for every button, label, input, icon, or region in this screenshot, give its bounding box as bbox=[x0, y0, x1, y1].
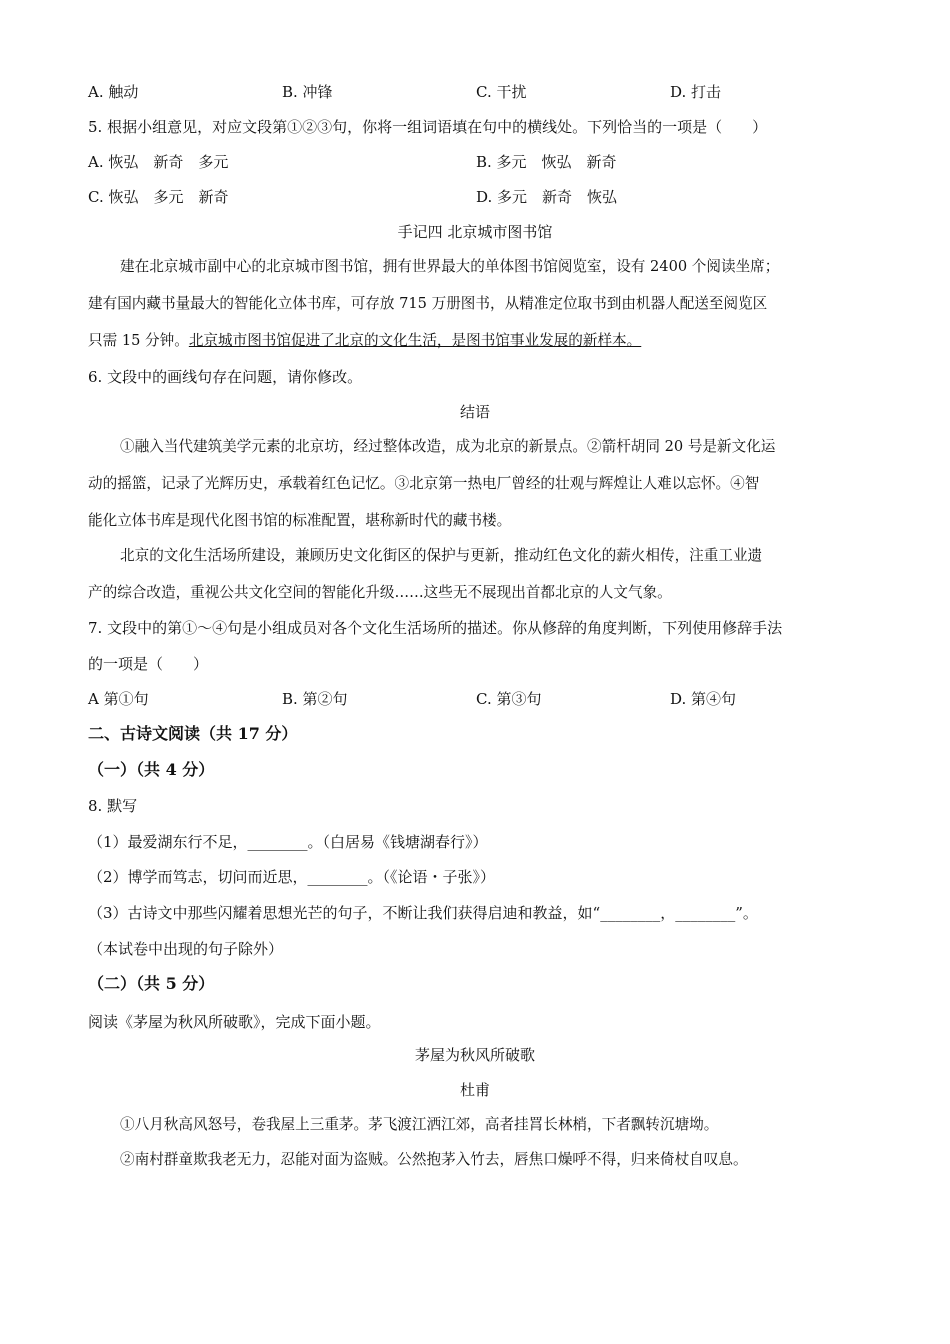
q8-item-3: （3）古诗文中那些闪耀着思想光芒的句子，不断让我们获得启迪和教益，如“________，________”。 bbox=[88, 904, 758, 922]
poem-author: 杜甫 bbox=[459, 1081, 490, 1099]
underlined-sentence: 北京城市图书馆促进了北京的文化生活，是图书馆事业发展的新样本。 bbox=[188, 332, 642, 349]
q5-option-c: C. 恢弘 多元 新奇 bbox=[88, 188, 229, 206]
poem-line-2: ②南村群童欺我老无力，忍能对面为盗贼。公然抱茅入竹去，唇焦口燥呼不得，归来倚杖自叹息。 bbox=[120, 1151, 748, 1168]
q7-stem-line-1: 7. 文段中的第①～④句是小组成员对各个文化生活场所的描述。你从修辞的角度判断，下列使用修辞手法 bbox=[88, 619, 783, 637]
q4-option-a: A. 触动 bbox=[88, 83, 139, 101]
q8-item-1: （1）最爱湖东行不足，________。（白居易《钱塘湖春行》） bbox=[88, 833, 488, 851]
poem-title: 茅屋为秋风所破歌 bbox=[414, 1046, 535, 1064]
note4-line-3-plain: 只需 15 分钟。 bbox=[88, 332, 189, 349]
q7-stem-line-2: 的一项是（ ） bbox=[88, 655, 209, 673]
q7-option-d: D. 第④句 bbox=[670, 690, 737, 708]
q8-item-2: （2）博学而笃志，切问而近思，________。（《论语・子张》） bbox=[88, 868, 496, 886]
note4-title: 手记四 北京城市图书馆 bbox=[397, 223, 553, 241]
note4-line-2: 建有国内藏书量最大的智能化立体书库，可存放 715 万册图书，从精准定位取书到由机器人配送至阅览区 bbox=[88, 295, 768, 312]
conclusion-p1-line-1: ①融入当代建筑美学元素的北京坊，经过整体改造，成为北京的新景点。②箭杆胡同 20 号是新文化运 bbox=[120, 438, 776, 455]
q5-option-b: B. 多元 恢弘 新奇 bbox=[476, 153, 617, 171]
q8-stem: 8. 默写 bbox=[88, 797, 138, 815]
conclusion-title: 结语 bbox=[459, 403, 490, 421]
q7-option-a: A 第①句 bbox=[88, 690, 149, 708]
q5-option-d: D. 多元 新奇 恢弘 bbox=[476, 188, 618, 206]
q4-option-c: C. 干扰 bbox=[476, 83, 527, 101]
conclusion-p2-line-2: 产的综合改造，重视公共文化空间的智能化升级……这些无不展现出首都北京的人文气象。 bbox=[88, 584, 672, 601]
q4-option-d: D. 打击 bbox=[670, 83, 722, 101]
q5-stem: 5. 根据小组意见，对应文段第①②③句，你将一组词语填在句中的横线处。下列恰当的一项是（ ） bbox=[88, 118, 768, 136]
conclusion-p2-line-1: 北京的文化生活场所建设，兼顾历史文化街区的保护与更新，推动红色文化的薪火相传，注重工业遗 bbox=[120, 547, 763, 564]
q6-stem: 6. 文段中的画线句存在问题，请你修改。 bbox=[88, 368, 363, 386]
q8-note: （本试卷中出现的句子除外） bbox=[88, 940, 284, 958]
conclusion-p1-line-2: 动的摇篮，记录了光辉历史，承载着红色记忆。③北京第一热电厂曾经的壮观与辉煌让人难以忘怀。④智 bbox=[88, 475, 760, 492]
q7-option-c: C. 第③句 bbox=[476, 690, 542, 708]
conclusion-p1-line-3: 能化立体书库是现代化图书馆的标准配置，堪称新时代的藏书楼。 bbox=[88, 512, 512, 529]
reading-intro: 阅读《茅屋为秋风所破歌》，完成下面小题。 bbox=[88, 1013, 381, 1031]
poem-line-1: ①八月秋高风怒号，卷我屋上三重茅。茅飞渡江洒江郊，高者挂罥长林梢，下者飘转沉塘坳。 bbox=[120, 1116, 719, 1133]
q5-option-a: A. 恢弘 新奇 多元 bbox=[88, 153, 229, 171]
part-2-heading: （二）（共 5 分） bbox=[88, 974, 215, 993]
q4-option-b: B. 冲锋 bbox=[282, 83, 333, 101]
note4-line-3 bbox=[88, 331, 641, 351]
part-1-heading: （一）（共 4 分） bbox=[88, 760, 215, 779]
note4-line-1: 建在北京城市副中心的北京城市图书馆，拥有世界最大的单体图书馆阅览室，设有 2400 个阅读坐席； bbox=[120, 258, 780, 275]
section-2-heading: 二、古诗文阅读（共 17 分） bbox=[88, 724, 298, 743]
q7-option-b: B. 第②句 bbox=[282, 690, 348, 708]
